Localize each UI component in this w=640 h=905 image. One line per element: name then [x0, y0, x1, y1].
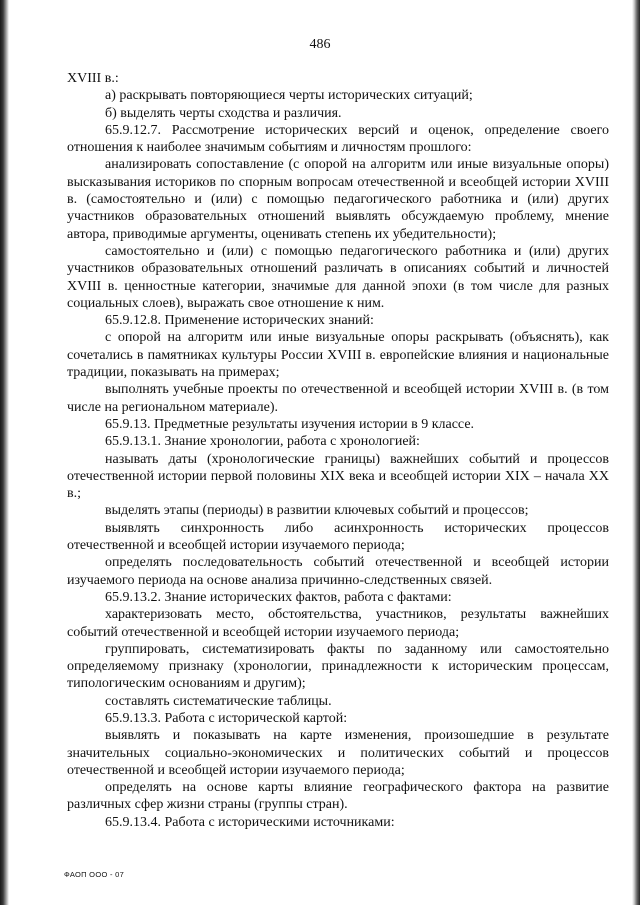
- paragraph: б) выделять черты сходства и различия.: [105, 105, 342, 121]
- paragraph: выделять этапы (периоды) в развитии ключевых событий и процессов;: [105, 503, 529, 519]
- paragraph: 65.9.13.2. Знание исторических фактов, работа с фактами:: [105, 589, 452, 605]
- paragraph: выявлять синхронность либо асинхронность исторических процессов отечественной и всеобщей истории изучаемого периода;: [67, 520, 609, 554]
- scan-edge-right: [632, 0, 640, 905]
- paragraph: самостоятельно и (или) с помощью педагогического работника и (или) других участников образовательных отношений различать в описаниях событий и личностей XVIII в. ценностные категории, значимые для данной эпохи (в том числе для разных социальных слоев), выражать свое отношение к ним.: [67, 243, 609, 311]
- footer-document-code: ФАОП ООО - 07: [64, 870, 125, 879]
- paragraph: группировать, систематизировать факты по заданному или самостоятельно определяемому признаку (хронологии, принадлежности к историческим процессам, типологическим основаниям и другим);: [67, 641, 609, 692]
- paragraph: выявлять и показывать на карте изменения, произошедшие в результате значительных социально-экономических и политических событий и процессов отечественной и всеобщей истории изучаемого периода;: [67, 728, 609, 778]
- paragraph: 65.9.13.4. Работа с историческими источниками:: [105, 814, 395, 830]
- page-number: 486: [309, 37, 331, 52]
- paragraph: 65.9.13.1. Знание хронологии, работа с хронологией:: [105, 434, 420, 450]
- paragraph: составлять систематические таблицы.: [105, 693, 332, 709]
- paragraph: определять последовательность событий отечественной и всеобщей истории изучаемого периода на основе анализа причинно-следственных связей.: [67, 555, 609, 588]
- paragraph: XVIII в.:: [67, 71, 119, 86]
- paragraph: определять на основе карты влияние географического фактора на развитие различных сфер жизни страны (группы стран).: [67, 780, 609, 813]
- paragraph: 65.9.12.7. Рассмотрение исторических версий и оценок, определение своего отношения к наиболее значимым событиям и личностям прошлого:: [67, 122, 609, 156]
- paragraph: называть даты (хронологические границы) важнейших событий и процессов отечественной истории первой половины XIX века и всеобщей истории XIX – начала XX в.;: [67, 451, 609, 502]
- paragraph: характеризовать место, обстоятельства, участников, результаты важнейших событий отечественной и всеобщей истории изучаемого периода;: [67, 607, 609, 640]
- scan-edge-left: [0, 0, 9, 905]
- paragraph: выполнять учебные проекты по отечественной и всеобщей истории XVIII в. (в том числе на региональном материале).: [67, 382, 609, 415]
- paragraph: а) раскрывать повторяющиеся черты исторических ситуаций;: [105, 88, 473, 104]
- document-body: [67, 70, 609, 831]
- paragraph: 65.9.12.8. Применение исторических знаний:: [105, 313, 374, 329]
- paragraph: 65.9.13.3. Работа с исторической картой:: [105, 710, 348, 726]
- paragraph: с опорой на алгоритм или иные визуальные опоры раскрывать (объяснять), как сочетались в памятниках культуры России XVIII в. европейские влияния и национальные традиции, показывать на примерах;: [67, 330, 609, 381]
- paragraph: анализировать сопоставление (с опорой на алгоритм или иные визуальные опоры) высказывания историков по спорным вопросам отечественной и всеобщей истории XVIII в. (самостоятельно и (или) с помощью педагогического работника и (или) других участников образовательных отношений выявлять обсуждаемую проблему, мнение автора, приводимые аргументы, оценивать степень их убедительности);: [67, 157, 609, 242]
- paragraph: 65.9.13. Предметные результаты изучения истории в 9 классе.: [105, 416, 475, 432]
